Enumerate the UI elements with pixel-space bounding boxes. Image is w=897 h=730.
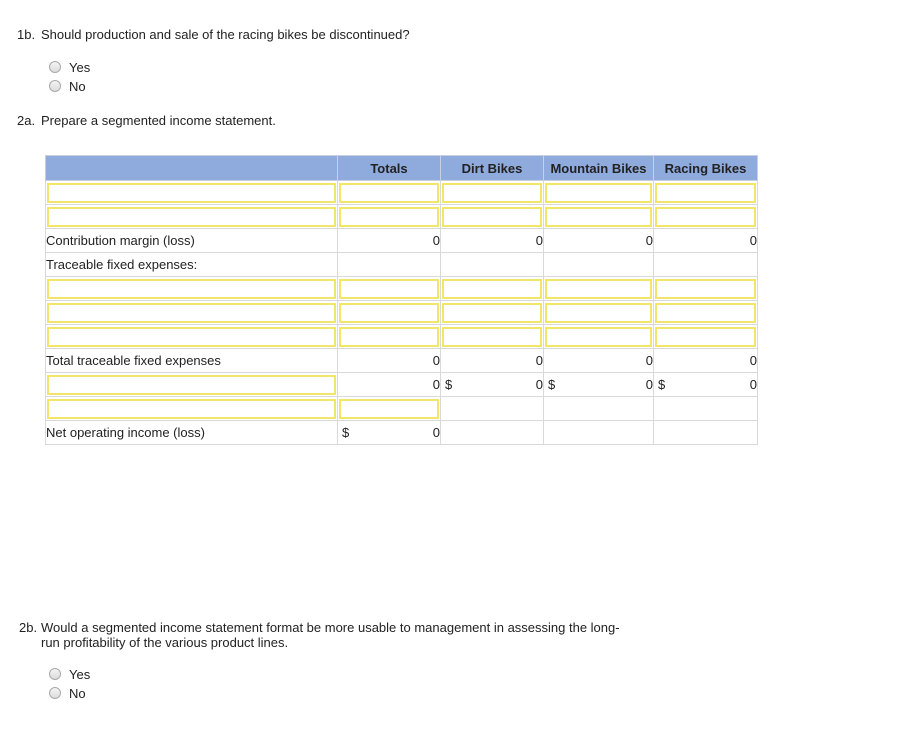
q1b-option-yes[interactable] bbox=[49, 58, 90, 76]
amount-input[interactable] bbox=[338, 205, 441, 229]
currency-symbol: $ bbox=[548, 377, 556, 392]
amount-input[interactable] bbox=[441, 205, 544, 229]
input-row bbox=[46, 325, 758, 349]
question-1b bbox=[17, 27, 410, 42]
common-fixed-row bbox=[46, 397, 758, 421]
question-2b-text-line2: run profitability of the various product lines. bbox=[41, 635, 289, 650]
question-1b-text: Should production and sale of the racing bikes be discontinued? bbox=[41, 27, 410, 42]
question-2b-text-line1: Would a segmented income statement format be more usable to management in assessing the long- bbox=[41, 620, 620, 635]
empty-cell bbox=[654, 253, 758, 277]
empty-cell bbox=[654, 397, 758, 421]
question-2a-number: 2a. bbox=[17, 113, 36, 128]
question-2a-text: Prepare a segmented income statement. bbox=[41, 113, 276, 128]
question-2a bbox=[17, 113, 276, 128]
empty-cell bbox=[544, 421, 654, 445]
option-label: No bbox=[69, 685, 86, 701]
amount-input[interactable] bbox=[441, 325, 544, 349]
label-input[interactable] bbox=[46, 397, 338, 421]
segment-margin-racing-value: 0 bbox=[749, 377, 757, 392]
question-1b-number: 1b. bbox=[17, 27, 36, 42]
total-traceable-dirt: 0 bbox=[441, 349, 544, 373]
input-row bbox=[46, 181, 758, 205]
input-row bbox=[46, 301, 758, 325]
amount-input[interactable] bbox=[544, 325, 654, 349]
header-blank bbox=[46, 156, 338, 181]
contribution-mountain: 0 bbox=[544, 229, 654, 253]
total-traceable-totals: 0 bbox=[338, 349, 441, 373]
option-label: Yes bbox=[69, 666, 91, 682]
empty-cell bbox=[544, 253, 654, 277]
amount-input[interactable] bbox=[338, 301, 441, 325]
amount-input[interactable] bbox=[441, 181, 544, 205]
net-operating-income-row bbox=[46, 421, 758, 445]
label-input[interactable] bbox=[46, 325, 338, 349]
empty-cell bbox=[441, 253, 544, 277]
contribution-racing: 0 bbox=[654, 229, 758, 253]
total-traceable-row bbox=[46, 349, 758, 373]
amount-input[interactable] bbox=[544, 277, 654, 301]
q1b-option-no[interactable] bbox=[49, 77, 86, 95]
header-totals: Totals bbox=[338, 156, 441, 181]
amount-input[interactable] bbox=[544, 181, 654, 205]
total-traceable-label: Total traceable fixed expenses bbox=[46, 349, 338, 373]
label-input[interactable] bbox=[46, 277, 338, 301]
empty-cell bbox=[654, 421, 758, 445]
radio-button[interactable] bbox=[49, 687, 61, 699]
contribution-totals: 0 bbox=[338, 229, 441, 253]
segment-margin-racing bbox=[654, 373, 758, 397]
currency-symbol: $ bbox=[342, 425, 350, 440]
segment-margin-mountain-value: 0 bbox=[645, 377, 653, 392]
question-2b bbox=[19, 620, 620, 650]
input-row bbox=[46, 277, 758, 301]
traceable-fixed-header-row bbox=[46, 253, 758, 277]
input-row bbox=[46, 205, 758, 229]
net-operating-income-label: Net operating income (loss) bbox=[46, 421, 338, 445]
amount-input[interactable] bbox=[654, 301, 758, 325]
currency-symbol: $ bbox=[658, 377, 666, 392]
label-input[interactable] bbox=[46, 205, 338, 229]
empty-cell bbox=[441, 397, 544, 421]
net-operating-income-totals bbox=[338, 421, 441, 445]
empty-cell bbox=[338, 253, 441, 277]
segment-margin-mountain bbox=[544, 373, 654, 397]
radio-button[interactable] bbox=[49, 668, 61, 680]
segment-margin-totals: 0 bbox=[338, 373, 441, 397]
label-input[interactable] bbox=[46, 181, 338, 205]
amount-input[interactable] bbox=[544, 301, 654, 325]
amount-input[interactable] bbox=[338, 325, 441, 349]
total-traceable-racing: 0 bbox=[654, 349, 758, 373]
question-2b-number: 2b. bbox=[19, 620, 38, 635]
option-label: Yes bbox=[69, 59, 91, 75]
header-dirt-bikes: Dirt Bikes bbox=[441, 156, 544, 181]
header-racing-bikes: Racing Bikes bbox=[654, 156, 758, 181]
amount-input[interactable] bbox=[654, 205, 758, 229]
segmented-income-statement bbox=[45, 155, 758, 445]
segment-margin-row bbox=[46, 373, 758, 397]
contribution-dirt: 0 bbox=[441, 229, 544, 253]
empty-cell bbox=[441, 421, 544, 445]
segment-margin-dirt bbox=[441, 373, 544, 397]
label-input[interactable] bbox=[46, 301, 338, 325]
amount-input[interactable] bbox=[544, 205, 654, 229]
amount-input[interactable] bbox=[338, 181, 441, 205]
contribution-margin-row bbox=[46, 229, 758, 253]
amount-input[interactable] bbox=[338, 397, 441, 421]
radio-button[interactable] bbox=[49, 61, 61, 73]
segment-margin-dirt-value: 0 bbox=[535, 377, 543, 392]
contribution-margin-label: Contribution margin (loss) bbox=[46, 229, 338, 253]
radio-button[interactable] bbox=[49, 80, 61, 92]
header-mountain-bikes: Mountain Bikes bbox=[544, 156, 654, 181]
label-input[interactable] bbox=[46, 373, 338, 397]
traceable-fixed-label: Traceable fixed expenses: bbox=[46, 253, 338, 277]
amount-input[interactable] bbox=[441, 301, 544, 325]
option-label: No bbox=[69, 78, 86, 94]
q2b-option-yes[interactable] bbox=[49, 665, 90, 683]
q2b-option-no[interactable] bbox=[49, 684, 86, 702]
header-row bbox=[46, 156, 758, 181]
amount-input[interactable] bbox=[654, 325, 758, 349]
empty-cell bbox=[544, 397, 654, 421]
currency-symbol: $ bbox=[445, 377, 453, 392]
amount-input[interactable] bbox=[441, 277, 544, 301]
amount-input[interactable] bbox=[338, 277, 441, 301]
net-operating-income-value: 0 bbox=[432, 425, 440, 440]
total-traceable-mountain: 0 bbox=[544, 349, 654, 373]
amount-input[interactable] bbox=[654, 277, 758, 301]
amount-input[interactable] bbox=[654, 181, 758, 205]
